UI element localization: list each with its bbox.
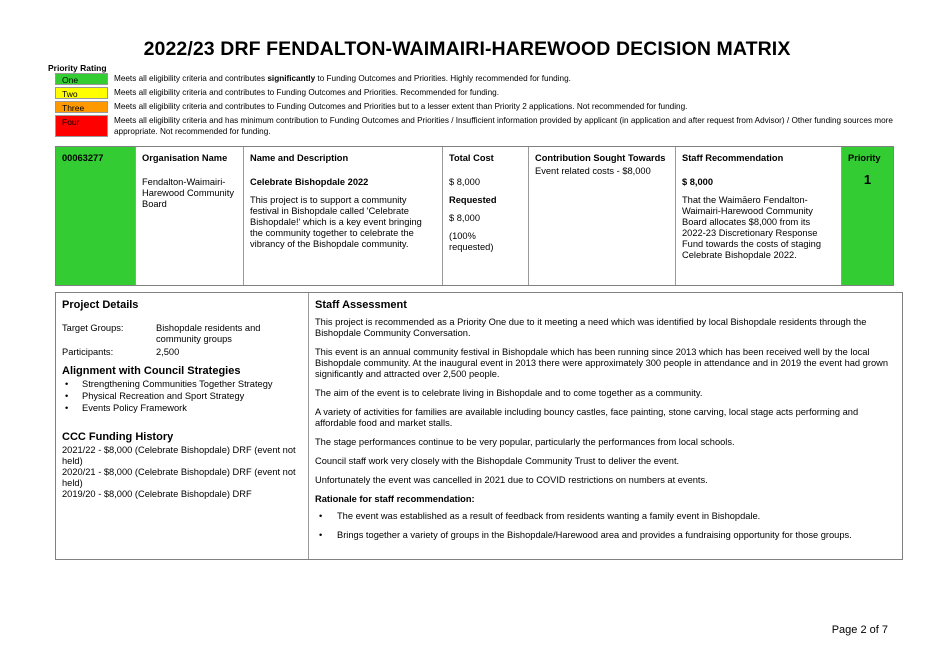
assessment-paragraph: Unfortunately the event was cancelled in 2021 due to COVID restrictions on numbers at events. — [315, 475, 708, 485]
project-name: Celebrate Bishopdale 2022 — [250, 177, 369, 187]
organisation-header: Organisation Name — [142, 153, 228, 163]
funding-history-item: 2020/21 - $8,000 (Celebrate Bishopdale) DRF (event not held) — [62, 467, 296, 488]
participants-value: 2,500 — [156, 347, 180, 357]
assessment-paragraph: Council staff work very closely with the Bishopdale Community Trust to deliver the event. — [315, 456, 680, 466]
priority-swatch-four: Four — [55, 115, 108, 137]
priority-text-four: Meets all eligibility criteria and has minimum contribution to Funding Outcomes and Priorities / Insufficient information provided by applicant (in application and after request from Advisor) / Other funding sources more appropriate. Not recommended for funding. — [114, 116, 893, 136]
staff-recommendation-amount: $ 8,000 — [682, 177, 714, 187]
priority-rating-legend — [55, 73, 895, 139]
staff-assessment-column — [309, 293, 902, 559]
requested-percentage: (100% requested) — [449, 231, 494, 252]
priority-row-three — [55, 101, 895, 113]
total-cost: $ 8,000 — [449, 177, 481, 187]
priority-text-one-b: significantly — [267, 74, 316, 83]
total-cost-cell — [442, 147, 528, 285]
page-number: Page 2 of 7 — [831, 624, 888, 636]
strategy-item: • Events Policy Framework — [62, 403, 302, 414]
priority-swatch-one: One — [55, 73, 108, 85]
project-details-column — [56, 293, 309, 559]
rationale-heading: Rationale for staff recommendation: — [315, 494, 475, 504]
decision-matrix-row — [55, 146, 894, 286]
assessment-paragraph: This project is recommended as a Priority One due to it meeting a need which was identified by local Bishopdale residents through the Bishopdale Community Conversation. — [315, 317, 867, 338]
contribution-text: Event related costs - $8,000 — [535, 166, 651, 176]
priority-swatch-two: Two — [55, 87, 108, 99]
staff-assessment-heading: Staff Assessment — [315, 299, 407, 311]
participants-row — [62, 347, 302, 358]
project-description: This project is to support a community festival in Bishopdale called 'Celebrate Bishopdale!' which is a key event bringing the community together to celebrate the vibrancy of the Bishopdale community. — [250, 195, 422, 249]
requested-amount: $ 8,000 — [449, 213, 481, 223]
staff-recommendation-cell — [675, 147, 841, 285]
application-id-cell — [56, 147, 135, 285]
strategy-item: • Physical Recreation and Sport Strategy — [62, 391, 302, 402]
priority-header: Priority — [848, 153, 881, 163]
project-details-panel — [55, 292, 903, 560]
project-details-heading: Project Details — [62, 299, 139, 311]
participants-label: Participants: — [62, 347, 114, 357]
rationale-item: • The event was established as a result of feedback from residents wanting a family event in Bishopdale. — [315, 511, 896, 522]
target-groups-label: Target Groups: — [62, 323, 124, 333]
rationale-list — [315, 511, 896, 541]
assessment-paragraph: This event is an annual community festival in Bishopdale which has been running since 2013 which has been received well by the local Bishopdale community. At the inaugural event in 2013 there were approximately 300 people in attendance and in 2019 the event had grown significantly and attracted over 2,500 people. — [315, 347, 889, 379]
total-cost-header: Total Cost — [449, 153, 494, 163]
priority-cell — [841, 147, 893, 285]
priority-row-two — [55, 87, 895, 99]
priority-value: 1 — [863, 172, 872, 187]
funding-history-item: 2019/20 - $8,000 (Celebrate Bishopdale) DRF — [62, 489, 252, 499]
strategy-item: • Strengthening Communities Together Strategy — [62, 379, 302, 390]
application-id: 00063277 — [62, 153, 104, 163]
priority-row-one — [55, 73, 895, 85]
priority-text-one — [108, 73, 895, 84]
priority-row-four — [55, 115, 895, 137]
name-description-cell — [243, 147, 442, 285]
assessment-paragraph: The stage performances continue to be very popular, particularly the performances from local schools. — [315, 437, 735, 447]
assessment-paragraph: A variety of activities for families are available including bouncy castles, face painting, stone carving, local stage acts performing and affordable food and market stalls. — [315, 407, 859, 428]
priority-rating-heading: Priority Rating — [48, 63, 107, 73]
priority-text-two: Meets all eligibility criteria and contributes to Funding Outcomes and Priorities. Recommended for funding. — [114, 88, 500, 97]
assessment-paragraph: The aim of the event is to celebrate living in Bishopdale and to come together as a community. — [315, 388, 703, 398]
organisation-name: Fendalton-Waimairi-Harewood Community Board — [142, 177, 234, 209]
funding-history-heading: CCC Funding History — [62, 431, 174, 443]
contribution-header: Contribution Sought Towards — [535, 153, 666, 163]
alignment-heading: Alignment with Council Strategies — [62, 365, 241, 377]
contribution-cell — [528, 147, 675, 285]
organisation-cell — [135, 147, 243, 285]
target-groups-value: Bishopdale residents and community groups — [156, 323, 261, 344]
name-description-header: Name and Description — [250, 153, 349, 163]
priority-text-three: Meets all eligibility criteria and contributes to Funding Outcomes and Priorities but to a lesser extent than Priority 2 applications. Not recommended for funding. — [114, 102, 688, 111]
staff-recommendation-header: Staff Recommendation — [682, 153, 784, 163]
staff-recommendation-text: That the Waimāero Fendalton-Waimairi-Harewood Community Board allocates $8,000 from its 2022-23 Discretionary Response Fund towards the costs of staging Celebrate Bishopdale 2022. — [682, 195, 822, 260]
priority-text-one-a: Meets all eligibility criteria and contributes — [114, 74, 268, 83]
target-groups-row — [62, 323, 302, 345]
requested-label: Requested — [449, 195, 497, 205]
priority-swatch-three: Three — [55, 101, 108, 113]
funding-history-item: 2021/22 - $8,000 (Celebrate Bishopdale) DRF (event not held) — [62, 445, 296, 466]
priority-text-one-c: to Funding Outcomes and Priorities. Highly recommended for funding. — [315, 74, 571, 83]
strategies-list — [62, 379, 302, 414]
rationale-item: • Brings together a variety of groups in the Bishopdale/Harewood area and provides a fundraising opportunity for those groups. — [315, 530, 896, 541]
page-title: 2022/23 DRF FENDALTON-WAIMAIRI-HAREWOOD DECISION MATRIX — [143, 38, 791, 60]
